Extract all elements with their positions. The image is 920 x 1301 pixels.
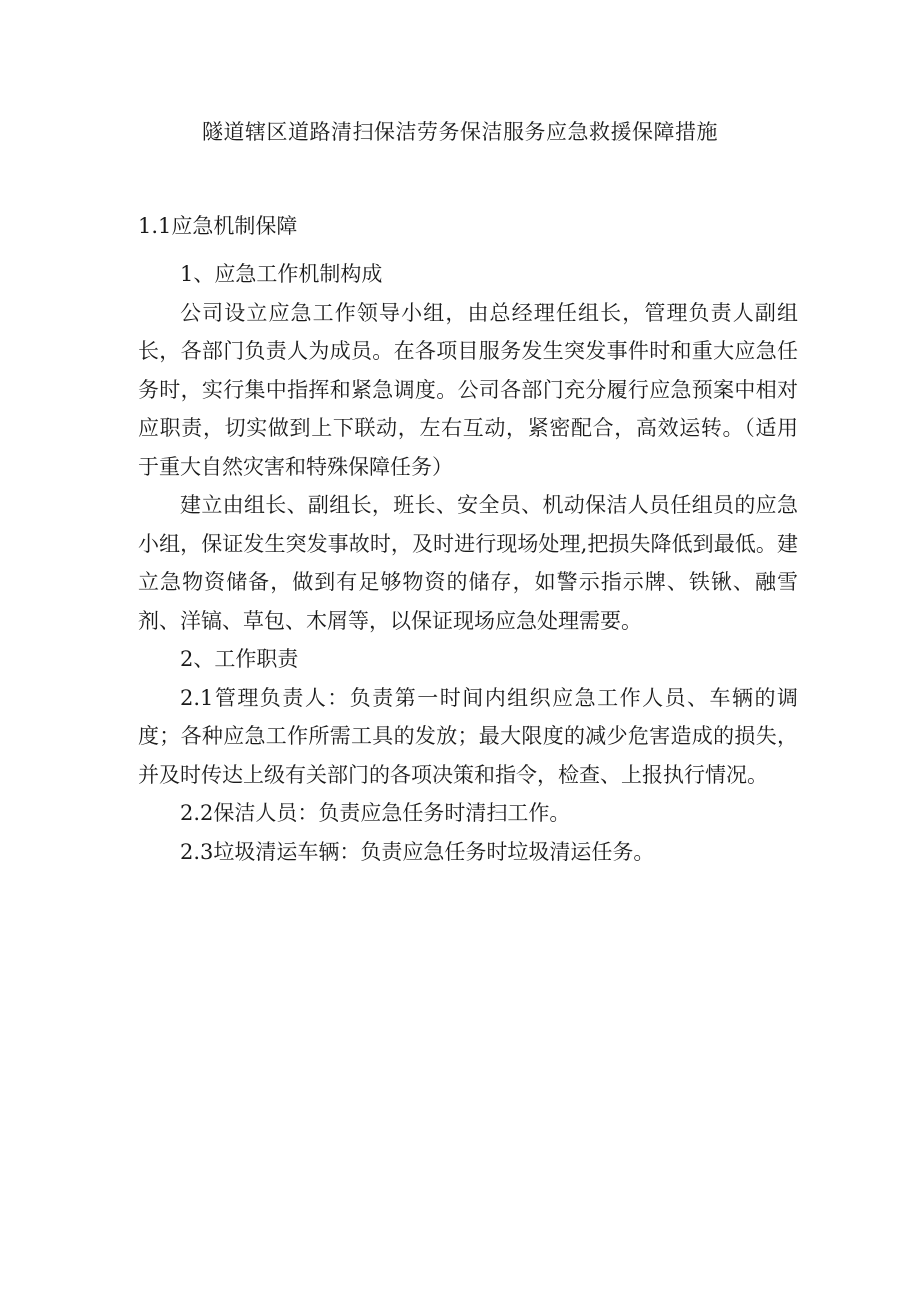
paragraph-duty-manager: 2.1管理负责人：负责第一时间内组织应急工作人员、车辆的调度；各种应急工作所需工具的发放；最大限度的减少危害造成的损失，并及时传达上级有关部门的各项决策和指令，检查、上报执行情况。 <box>138 685 798 787</box>
subheading-duties: 2、工作职责 <box>180 647 299 671</box>
document-body <box>138 255 798 871</box>
document-title: 隧道辖区道路清扫保洁劳务保洁服务应急救援保障措施 <box>202 120 718 144</box>
paragraph-duty-vehicles: 2.3垃圾清运车辆：负责应急任务时垃圾清运任务。 <box>180 839 655 864</box>
section-heading: 1.1应急机制保障 <box>138 214 298 238</box>
paragraph-duty-cleaners: 2.2保洁人员：负责应急任务时清扫工作。 <box>180 801 571 825</box>
paragraph-emergency-team: 建立由组长、副组长，班长、安全员、机动保洁人员任组员的应急小组，保证发生突发事故时，及时进行现场处理,把损失降低到最低。建立急物资储备，做到有足够物资的储存，如警示指示牌、铁锹、融雪剂、洋镐、草包、木屑等，以保证现场应急处理需要。 <box>138 493 798 633</box>
subheading-mechanism: 1、应急工作机制构成 <box>180 262 383 286</box>
paragraph-leadership-group: 公司设立应急工作领导小组，由总经理任组长，管理负责人副组长，各部门负责人为成员。在各项目服务发生突发事件时和重大应急任务时，实行集中指挥和紧急调度。公司各部门充分履行应急预案中相对应职责，切实做到上下联动，左右互动，紧密配合，高效运转。（适用于重大自然灾害和特殊保障任务） <box>138 300 798 479</box>
